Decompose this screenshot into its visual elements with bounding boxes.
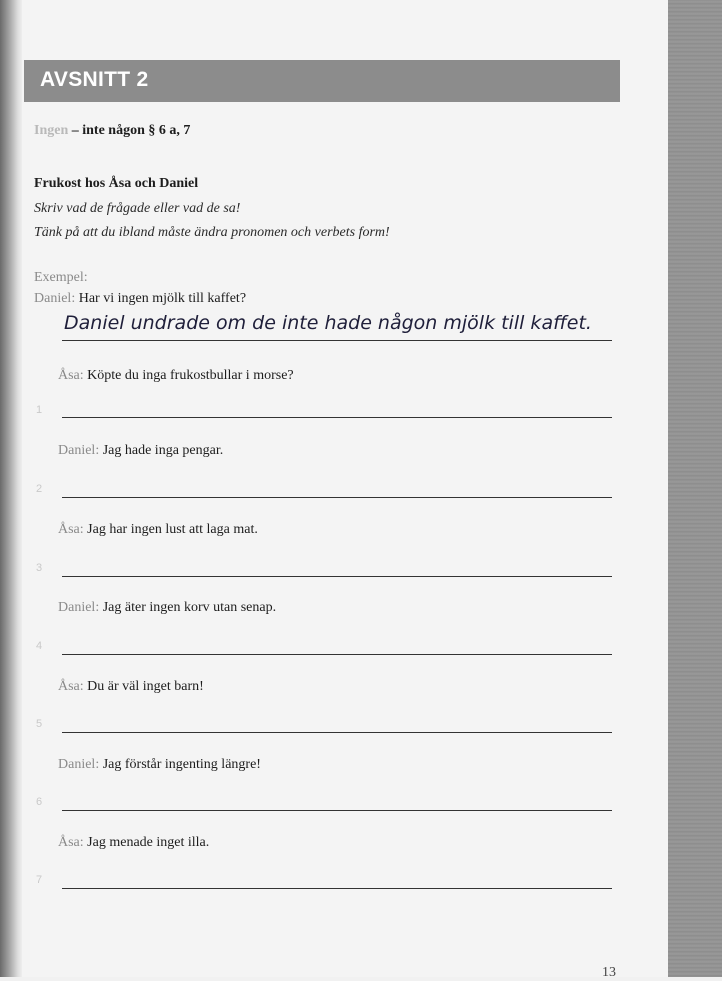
item-speaker: Åsa: — [58, 835, 84, 850]
page-stack-edge — [668, 0, 722, 977]
topic-prefix: Ingen — [34, 123, 69, 138]
item-number: 4 — [36, 640, 43, 652]
section-title: AVSNITT 2 — [40, 68, 149, 91]
item-number: 6 — [36, 796, 43, 808]
item-speaker: Daniel: — [58, 757, 100, 772]
page-number: 13 — [602, 965, 616, 980]
example-text: Har vi ingen mjölk till kaffet? — [75, 291, 247, 306]
answer-line-3[interactable] — [62, 576, 612, 577]
workbook-page — [22, 0, 668, 977]
item-speaker: Åsa: — [58, 522, 84, 537]
item-speaker: Daniel: — [58, 600, 100, 615]
item-text: Jag förstår ingenting längre! — [99, 757, 261, 772]
item-number: 7 — [36, 874, 43, 886]
answer-line-7[interactable] — [62, 888, 612, 889]
item-number: 1 — [36, 404, 43, 416]
item-number: 3 — [36, 562, 43, 574]
answer-line-2[interactable] — [62, 497, 612, 498]
item-text: Jag menade inget illa. — [83, 835, 210, 850]
answer-line-4[interactable] — [62, 654, 612, 655]
item-speaker: Daniel: — [58, 443, 100, 458]
item-text: Jag har ingen lust att laga mat. — [83, 522, 258, 537]
exercise-item-6 — [58, 757, 261, 773]
topic-rest: – inte någon § 6 a, 7 — [68, 123, 191, 138]
item-text: Köpte du inga frukostbullar i morse? — [83, 368, 294, 383]
example-handwritten-answer: Daniel undrade om de inte hade någon mjölk till kaffet. — [64, 312, 592, 334]
example-answer-line — [62, 312, 612, 341]
exercise-item-2 — [58, 443, 223, 459]
answer-line-6[interactable] — [62, 810, 612, 811]
exercise-item-7 — [58, 835, 209, 851]
item-number: 5 — [36, 718, 43, 730]
item-speaker: Åsa: — [58, 368, 84, 383]
example-line — [34, 291, 246, 307]
page-gutter-shadow — [0, 0, 22, 977]
exercise-title: Frukost hos Åsa och Daniel — [34, 176, 199, 191]
item-text: Jag hade inga pengar. — [99, 443, 224, 458]
exercise-item-5 — [58, 679, 204, 695]
exercise-item-4 — [58, 600, 276, 616]
item-text: Jag äter ingen korv utan senap. — [99, 600, 277, 615]
example-speaker: Daniel: — [34, 291, 76, 306]
topic-heading — [34, 123, 190, 139]
exercise-instruction-1: Skriv vad de frågade eller vad de sa! — [34, 201, 241, 216]
exercise-instruction-2: Tänk på att du ibland måste ändra pronomen och verbets form! — [34, 225, 390, 240]
exercise-item-3 — [58, 522, 258, 538]
answer-line-5[interactable] — [62, 732, 612, 733]
section-banner — [24, 60, 620, 102]
item-number: 2 — [36, 483, 43, 495]
item-text: Du är väl inget barn! — [83, 679, 204, 694]
exercise-item-1 — [58, 368, 294, 384]
example-label: Exempel: — [34, 270, 88, 285]
answer-line-1[interactable] — [62, 417, 612, 418]
item-speaker: Åsa: — [58, 679, 84, 694]
